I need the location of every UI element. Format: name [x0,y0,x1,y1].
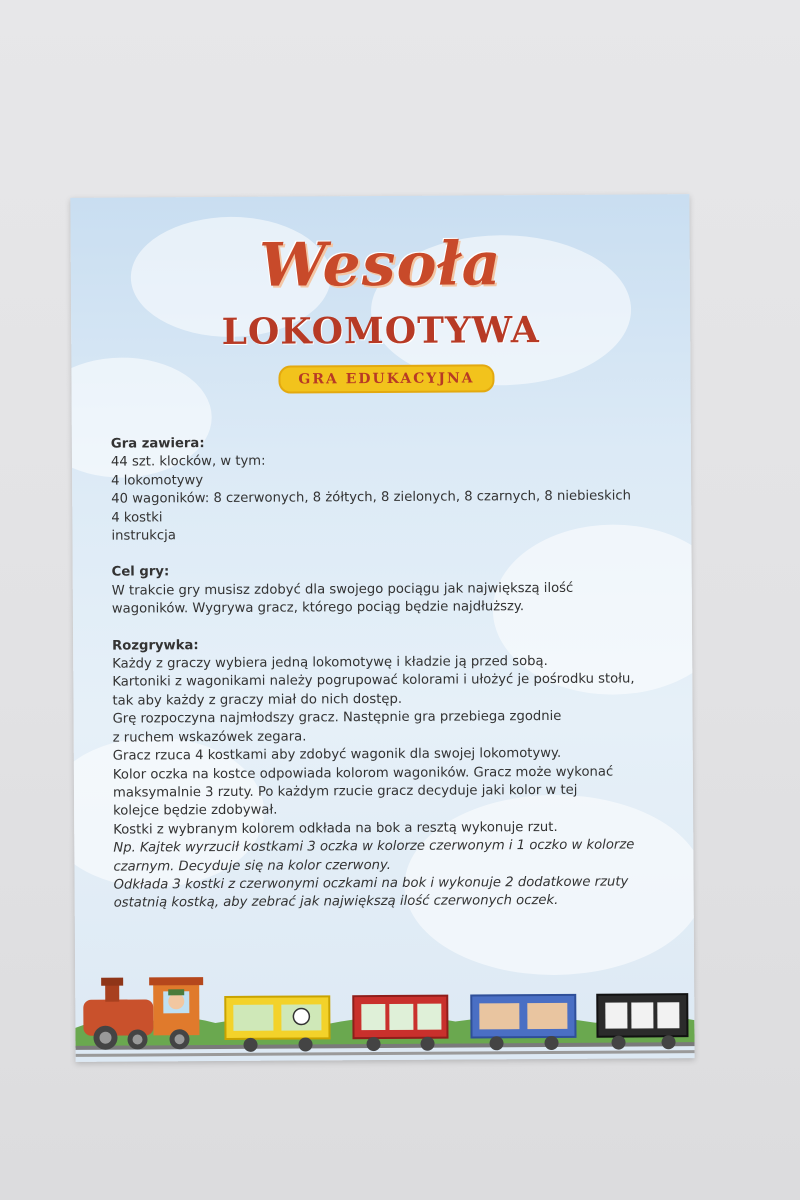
rule-line: maksymalnie 3 rzuty. Po każdym rzucie gracz decyduje jaki kolor w tej [112,782,578,801]
train-illustration [75,964,695,1062]
section-heading: Gra zawiera: [110,436,205,452]
example-line: ostatnią kostką, aby zebrać jak największą ilość czerwonych oczek. [113,893,559,911]
rule-line: Kartoniki z wagonikami należy pogrupować kolorami i ułożyć je pośrodku stołu, [112,671,635,691]
contents-line: 4 lokomotywy [111,472,204,489]
contents-line: 4 kostki [111,509,163,526]
example-line: czarnym. Decyduje się na kolor czerwony. [113,857,392,875]
rule-line: Grę rozpoczyna najmłodszy gracz. Następnie gra przebiega zgodnie [112,709,562,727]
section-heading: Rozgrywka: [112,637,199,654]
rule-line: Kostki z wybranym kolorem odkłada na bok a resztą wykonuje rzut. [113,819,558,838]
rule-line: Każdy z graczy wybiera jedną lokomotywę i kładzie ją przed sobą. [112,654,548,672]
rail [76,1050,695,1057]
goal-line: wagoników. Wygrywa gracz, którego pociąg będzie najdłuższy. [111,599,525,617]
example-line: Odkłada 3 kostki z czerwonymi oczkami na bok i wykonuje 2 dodatkowe rzuty [113,874,629,893]
rule-line: Gracz rzuca 4 kostkami aby zdobyć wagonik dla swojej lokomotywy. [112,746,562,764]
example-line: Np. Kajtek wyrzucił kostkami 3 oczka w kolorze czerwonym i 1 oczko w kolorze [113,837,635,856]
goal-line: W trakcie gry musisz zdobyć dla swojego pociągu jak największą ilość [111,580,574,599]
contents-line: instrukcja [111,528,176,544]
locomotive-icon [83,977,203,1050]
title-main: LOKOMOTYWA [221,309,540,353]
rule-line: kolejce będzie zdobywał. [113,802,278,819]
instruction-sheet [70,194,694,1062]
rule-line: Kolor oczka na kostce odpowiada kolorom wagoników. Gracz może wykonać [112,764,614,783]
instructions-body [111,432,674,913]
contents-line: 40 wagoników: 8 czerwonych, 8 żółtych, 8 zielonych, 8 czarnych, 8 niebieskich [111,488,632,507]
contents-line: 44 szt. klocków, w tym: [110,454,266,471]
rule-line: z ruchem wskazówek zegara. [112,729,307,746]
title-script: Wesoła [258,229,502,301]
subtitle-badge: GRA EDUKACYJNA [278,364,494,393]
section-heading: Cel gry: [111,564,170,581]
rule-line: tak aby każdy z graczy miał do nich dostęp. [112,691,403,709]
